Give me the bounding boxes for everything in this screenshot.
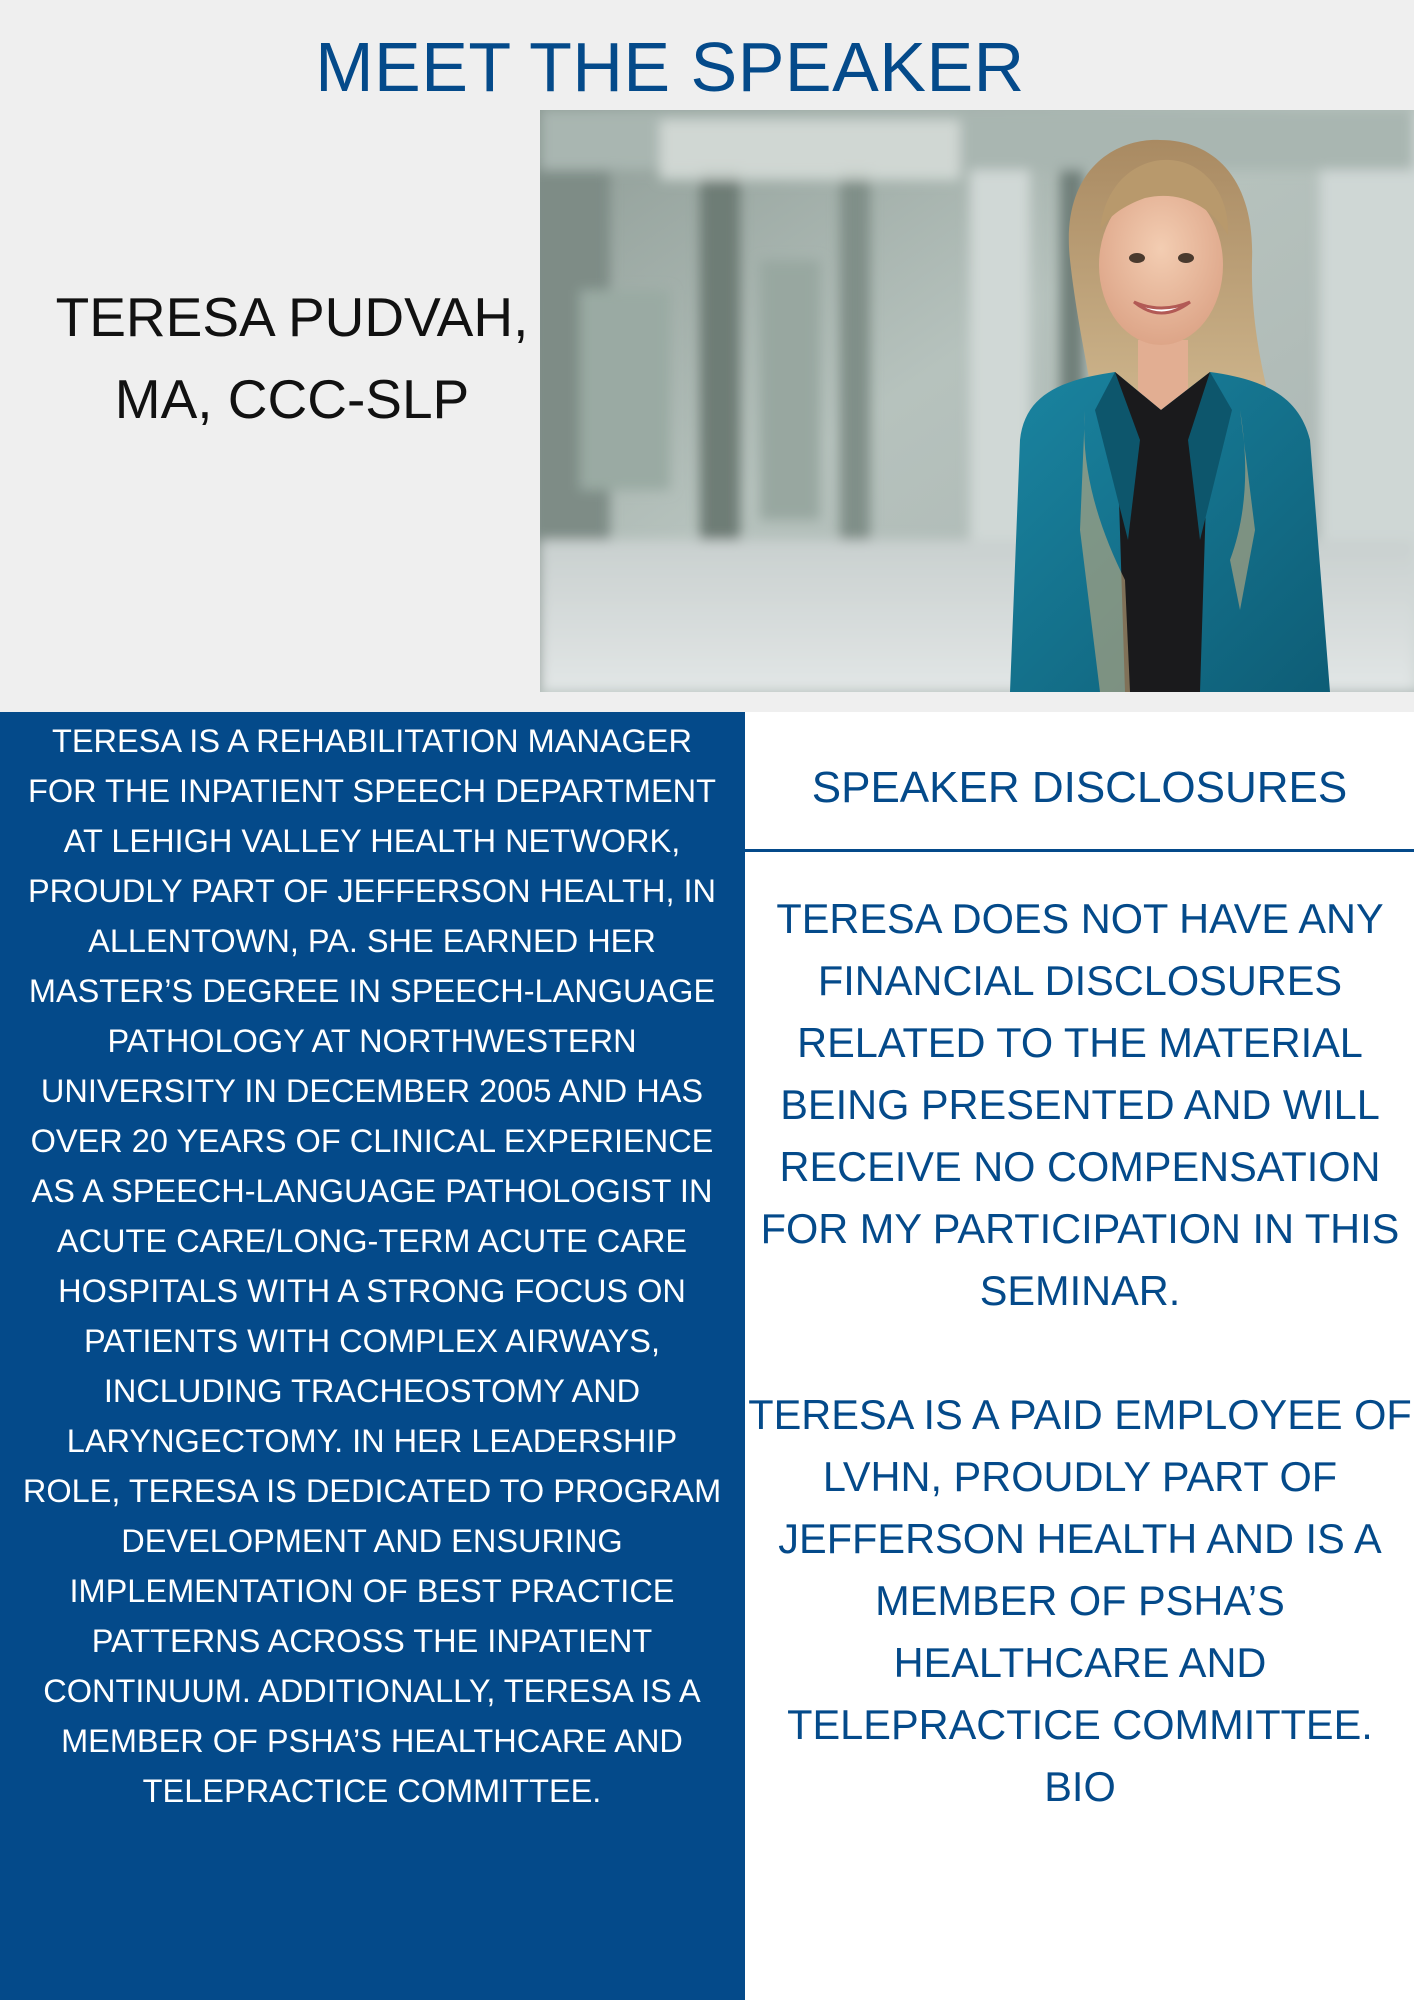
speaker-name <box>12 276 572 440</box>
bio-text: TERESA IS A REHABILITATION MANAGER FOR THE INPATIENT SPEECH DEPARTMENT AT LEHIGH VALLEY HEALTH NETWORK, PROUDLY PART OF JEFFERSON HEALTH, IN ALLENTOWN, PA. SHE EARNED HER MASTER’S DEGREE IN SPEECH-LANGUAGE PATHOLOGY AT NORTHWESTERN UNIVERSITY IN DECEMBER 2005 AND HAS OVER 20 YEARS OF CLINICAL EXPERIENCE AS A SPEECH-LANGUAGE PATHOLOGIST IN ACUTE CARE/LONG-TERM ACUTE CARE HOSPITALS WITH A STRONG FOCUS ON PATIENTS WITH COMPLEX AIRWAYS, INCLUDING TRACHEOSTOMY AND LARYNGECTOMY. IN HER LEADERSHIP ROLE, TERESA IS DEDICATED TO PROGRAM DEVELOPMENT AND ENSURING IMPLEMENTATION OF BEST PRACTICE PATTERNS ACROSS THE INPATIENT CONTINUUM. ADDITIONALLY, TERESA IS A MEMBER OF PSHA’S HEALTHCARE AND TELEPRACTICE COMMITTEE. <box>22 723 722 1809</box>
page-title: MEET THE SPEAKER <box>315 28 1025 106</box>
speaker-photo <box>540 110 1414 692</box>
disclosures-body <box>748 888 1412 1818</box>
speaker-name-line: TERESA PUDVAH, <box>55 286 529 348</box>
speaker-photo-illustration <box>540 110 1414 692</box>
speaker-credentials-line: MA, CCC-SLP <box>114 368 470 430</box>
nonfinancial-disclosure: TERESA IS A PAID EMPLOYEE OF LVHN, PROUDLY PART OF JEFFERSON HEALTH AND IS A MEMBER OF PSHA’S HEALTHCARE AND TELEPRACTICE COMMITTEE. <box>748 1391 1412 1748</box>
disclosures-divider <box>745 849 1414 852</box>
paragraph-gap <box>748 1322 1412 1384</box>
financial-disclosure: TERESA DOES NOT HAVE ANY FINANCIAL DISCLOSURES RELATED TO THE MATERIAL BEING PRESENTED AND WILL RECEIVE NO COMPENSATION FOR MY PARTICIPATION IN THIS SEMINAR. <box>760 895 1400 1314</box>
bio-label: BIO <box>1044 1763 1116 1810</box>
disclosures-title: SPEAKER DISCLOSURES <box>811 763 1348 812</box>
